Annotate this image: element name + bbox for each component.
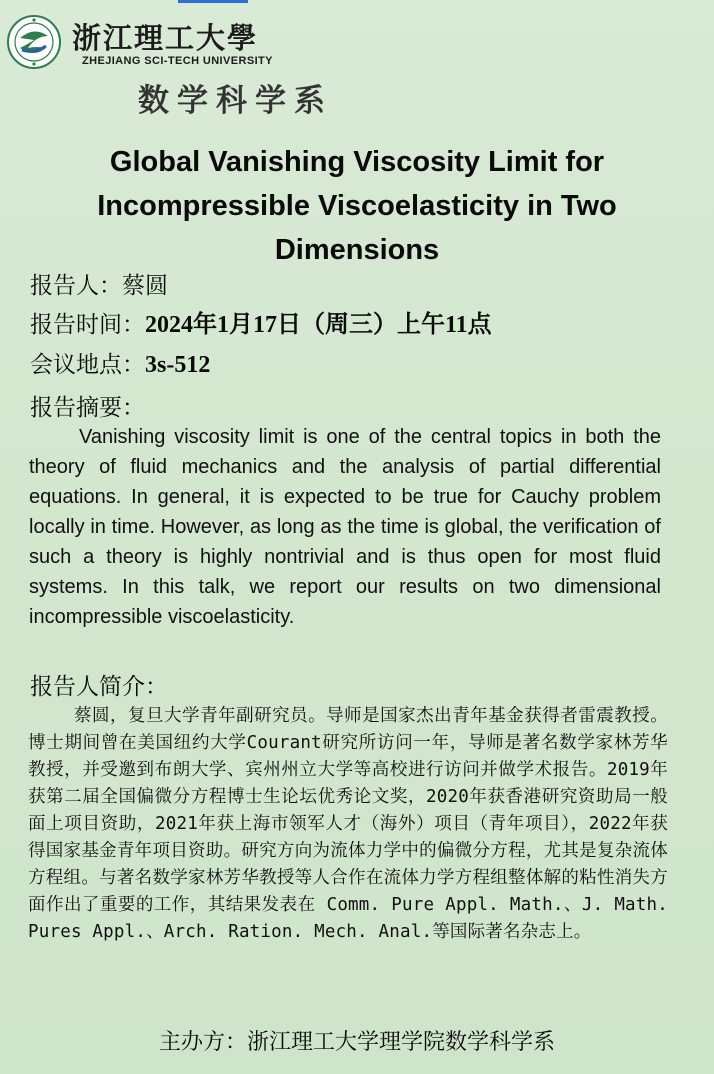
bio-text: 蔡圆，复旦大学青年副研究员。导师是国家杰出青年基金获得者雷震教授。博士期间曾在美国纽约大学Courant研究所访问一年，导师是著名数学家林芳华教授，并受邀到布朗大学、宾州州立大学等高校进行访问并做学术报告。2019年获第二届全国偏微分方程博士生论坛优秀论文奖，2020年获香港研究资助局一般面上项目资助，2021年获上海市领军人才（海外）项目（青年项目），2022年获得国家基金青年项目资助。研究方向为流体力学中的偏微分方程，尤其是复杂流体方程组。与著名数学家林芳华教授等人合作在流体力学方程组整体解的粘性消失方面作出了重要的工作，其结果发表在 Comm. Pure Appl. Math.、J. Math. Pures Appl.、Arch. Ration. Mech. Anal.等国际著名杂志上。 <box>28 706 668 942</box>
venue-label: 会议地点： <box>30 352 145 378</box>
top-accent-bar <box>178 0 248 3</box>
talk-title-line-3: Dimensions <box>274 234 440 266</box>
organizer-line: 主办方：浙江理工大学理学院数学科学系 <box>158 1030 555 1055</box>
venue-line <box>30 351 210 379</box>
venue-value: 3s-512 <box>145 352 211 378</box>
talk-title-line-1: Global Vanishing Viscosity Limit for <box>109 146 605 178</box>
university-name-en: ZHEJIANG SCI-TECH UNIVERSITY <box>82 55 273 67</box>
speaker-line <box>30 272 168 300</box>
university-logo <box>6 14 62 70</box>
talk-title <box>30 140 684 272</box>
time-label: 报告时间： <box>30 312 145 338</box>
abstract-heading: 报告摘要： <box>30 395 145 421</box>
talk-title-line-2: Incompressible Viscoelasticity in Two <box>97 190 617 222</box>
abstract-text: Vanishing viscosity limit is one of the central topics in both the theory of fluid mechanics and the analysis of partial differential equations. In general, it is expected to be true for Cauchy problem locally in time. However, as long as the time is global, the verification of such a theory is highly nontrivial and is thus open for most fluid systems. In this talk, we report our results on two dimensional incompressible viscoelasticity. <box>29 426 661 628</box>
university-seal-icon <box>6 14 62 70</box>
department-name: 数学科学系 <box>138 83 333 119</box>
speaker-name: 蔡圆 <box>122 273 168 299</box>
university-name-cn: 浙江理工大學 <box>72 21 259 55</box>
time-line <box>30 311 492 339</box>
bio-heading: 报告人简介： <box>30 674 168 700</box>
speaker-label: 报告人： <box>30 273 122 299</box>
time-value: 2024年1月17日（周三）上午11点 <box>145 312 492 338</box>
